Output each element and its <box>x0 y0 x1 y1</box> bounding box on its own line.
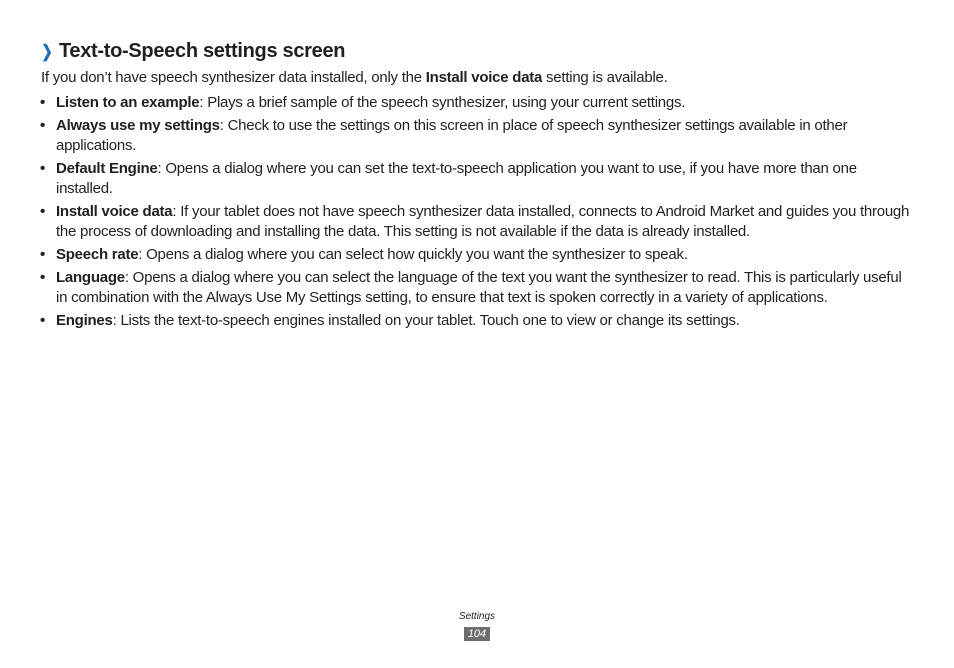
bullet-text: : Opens a dialog where you can set the text-to-speech application you want to use, if you have more than one installed. <box>56 160 857 197</box>
bullet-icon: • <box>40 94 46 111</box>
bullet-text: : Plays a brief sample of the speech synthesizer, using your current settings. <box>199 94 686 111</box>
bullet-icon: • <box>40 246 46 263</box>
intro-text-after: setting is available. <box>542 69 668 86</box>
chevron-right-icon: ❯ <box>41 41 53 61</box>
list-item <box>40 202 910 242</box>
bullet-icon: • <box>40 160 46 177</box>
bullet-term: Listen to an example <box>56 94 200 111</box>
bullet-icon: • <box>40 203 46 220</box>
page-footer <box>0 610 954 642</box>
intro-text-before: If you don’t have speech synthesizer data installed, only the <box>41 69 426 86</box>
list-item <box>40 245 910 265</box>
list-item <box>40 311 910 331</box>
bullet-text: : Lists the text-to-speech engines installed on your tablet. Touch one to view or change its settings. <box>112 312 740 329</box>
list-item <box>40 159 910 199</box>
bullet-term: Speech rate <box>56 246 139 263</box>
bullet-icon: • <box>40 269 46 286</box>
bullet-icon: • <box>40 117 46 134</box>
list-item <box>40 116 910 156</box>
section-title: Text-to-Speech settings screen <box>58 40 346 62</box>
settings-bullet-list <box>40 93 910 334</box>
bullet-term: Always use my settings <box>56 117 220 134</box>
page-number-badge: 104 <box>464 627 490 641</box>
section-heading <box>40 40 345 63</box>
bullet-text: : Opens a dialog where you can select the language of the text you want the synthesizer to read. This is particularly useful in combination with the Always Use My Settings setting, to ensure that text is spoken correctly in a variety of applications. <box>56 269 902 306</box>
footer-section-label: Settings <box>458 611 496 622</box>
list-item <box>40 93 910 113</box>
list-item <box>40 268 910 308</box>
bullet-text: : Opens a dialog where you can select how quickly you want the synthesizer to speak. <box>138 246 688 263</box>
bullet-term: Install voice data <box>56 203 173 220</box>
intro-paragraph <box>41 68 911 88</box>
bullet-term: Default Engine <box>56 160 158 177</box>
bullet-term: Language <box>56 269 125 286</box>
bullet-icon: • <box>40 312 46 329</box>
intro-bold-term: Install voice data <box>425 69 543 86</box>
bullet-term: Engines <box>56 312 113 329</box>
bullet-text: : Check to use the settings on this screen in place of speech synthesizer settings available in other applications. <box>56 117 848 154</box>
bullet-text: : If your tablet does not have speech synthesizer data installed, connects to Android Market and guides you through the process of downloading and installing the data. This setting is not available if the data is already installed. <box>56 203 910 240</box>
